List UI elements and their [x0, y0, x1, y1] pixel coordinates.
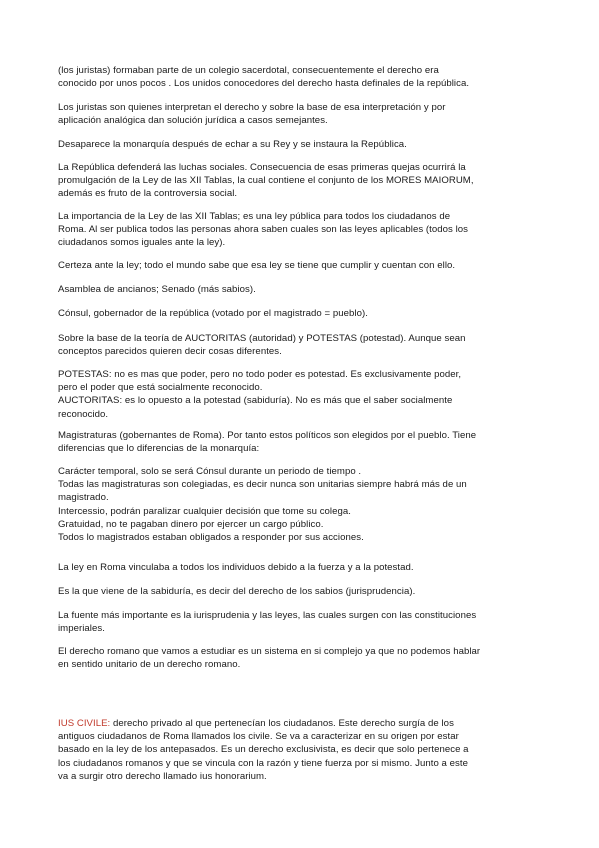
paragraph-republica [58, 161, 548, 201]
paragraph-definiciones [58, 368, 548, 421]
text-line: POTESTAS: no es mas que poder, pero no todo poder es potestad. Es exclusivamente poder, [58, 369, 462, 380]
ius-civile-definition: derecho privado al que pertenecían los ciudadanos. Este derecho surgía de los [110, 718, 454, 729]
text-line: reconocido. [58, 408, 109, 420]
paragraph-jurisprudencia [58, 585, 548, 598]
text-line: ciudadanos somos iguales ante la ley). [58, 237, 226, 249]
text-line: Es la que viene de la sabiduría, es decir del derecho de los sabios (jurisprudencia). [58, 586, 416, 597]
text-line: Sobre la base de la teoría de AUCTORITAS (autoridad) y POTESTAS (potestad). Aunque sean [58, 333, 466, 344]
paragraph-monarquia [58, 138, 548, 151]
ius-civile-term: IUS CIVILE: [58, 718, 111, 729]
text-line: El derecho romano que vamos a estudiar es un sistema en si complejo ya que no podemos hablar [58, 646, 481, 657]
paragraph-senado [58, 283, 548, 296]
text-line: los ciudadanos romanos y que se vincula con la razón y tiene fuerza por si mismo. Junto a este [58, 757, 468, 769]
text-line: Todas las magistraturas son colegiadas, es decir nunca son unitarias siempre habrá más de un [58, 479, 467, 491]
paragraph-sistema-complejo [58, 645, 548, 671]
paragraph-fuente [58, 609, 548, 635]
text-line: imperiales. [58, 623, 105, 635]
paragraph-certeza [58, 259, 548, 272]
text-line: magistrado. [58, 492, 109, 504]
text-line: va a surgir otro derecho llamado ius honorarium. [58, 770, 267, 782]
paragraph-ius-civile [58, 717, 548, 783]
text-line: Cónsul, gobernador de la república (votado por el magistrado = pueblo). [58, 308, 368, 319]
text-line: La fuente más importante es la iurisprudenia y las leyes, las cuales surgen con las constituciones [58, 610, 477, 621]
text-line: AUCTORITAS: es lo opuesto a la potestad (sabiduría). No es más que el saber socialmente [58, 395, 453, 407]
paragraph-auctoritas-potestas [58, 332, 548, 358]
text-line: Asamblea de ancianos; Senado (más sabios). [58, 284, 256, 295]
paragraph-colegio-sacerdotal [58, 64, 548, 90]
text-line: La República defenderá las luchas sociales. Consecuencia de esas primeras quejas ocurrirá la [58, 162, 466, 173]
text-line: aplicación analógica dan solución jurídica a casos semejantes. [58, 115, 328, 127]
text-line: La ley en Roma vinculaba a todos los individuos debido a la fuerza y a la potestad. [58, 562, 414, 573]
text-line: Intercessio, podrán paralizar cualquier decisión que tome su colega. [58, 505, 351, 517]
text-line: diferencias que lo diferencias de la monarquía: [58, 443, 260, 455]
text-line: promulgación de la Ley de las XII Tablas, la cual contiene el conjunto de los MORES MAIORUM, [58, 175, 474, 187]
paragraph-consul [58, 307, 548, 320]
paragraph-caracteristicas [58, 465, 548, 544]
text-line: en sentido unitario de un derecho romano. [58, 659, 241, 671]
text-line: conocido por unos pocos . Los unidos conocedores del derecho hasta definales de la república. [58, 78, 470, 90]
text-line: La importancia de la Ley de las XII Tablas; es una ley pública para todos los ciudadanos de [58, 211, 451, 222]
text-line: conceptos parecidos quieren decir cosas diferentes. [58, 346, 282, 358]
text-line: Magistraturas (gobernantes de Roma). Por tanto estos políticos son elegidos por el pueblo. Tiene [58, 430, 477, 441]
paragraph-xii-tablas [58, 210, 548, 250]
text-line: Roma. Al ser publica todos las personas ahora saben cuales son las leyes aplicables (todos los [58, 224, 468, 236]
text-line: Gratuidad, no te pagaban dinero por ejercer un cargo público. [58, 518, 324, 530]
paragraph-magistraturas [58, 429, 548, 455]
text-line: Carácter temporal, solo se será Cónsul durante un periodo de tiempo . [58, 466, 362, 477]
text-line: pero el poder que está socialmente reconocido. [58, 382, 263, 394]
text-line: Desaparece la monarquía después de echar a su Rey y se instaura la República. [58, 139, 407, 150]
text-line: Los juristas son quienes interpretan el derecho y sobre la base de esa interpretación y por [58, 102, 446, 113]
text-line: (los juristas) formaban parte de un colegio sacerdotal, consecuentemente el derecho era [58, 65, 439, 76]
text-line: Certeza ante la ley; todo el mundo sabe que esa ley se tiene que cumplir y cuentan con ello. [58, 260, 456, 271]
text-line: además es fruto de la controversia social. [58, 188, 238, 200]
text-line: antiguos ciudadanos de Roma llamados los civile. Se va a caracterizar en su origen por estar [58, 731, 459, 743]
paragraph-juristas [58, 101, 548, 127]
text-line: basado en la ley de los antepasados. Es un derecho exclusivista, es decir que solo pertenece a [58, 744, 469, 756]
text-line: Todos lo magistrados estaban obligados a responder por sus acciones. [58, 532, 364, 544]
paragraph-ley-vinculaba [58, 561, 548, 574]
text-line [58, 717, 548, 730]
